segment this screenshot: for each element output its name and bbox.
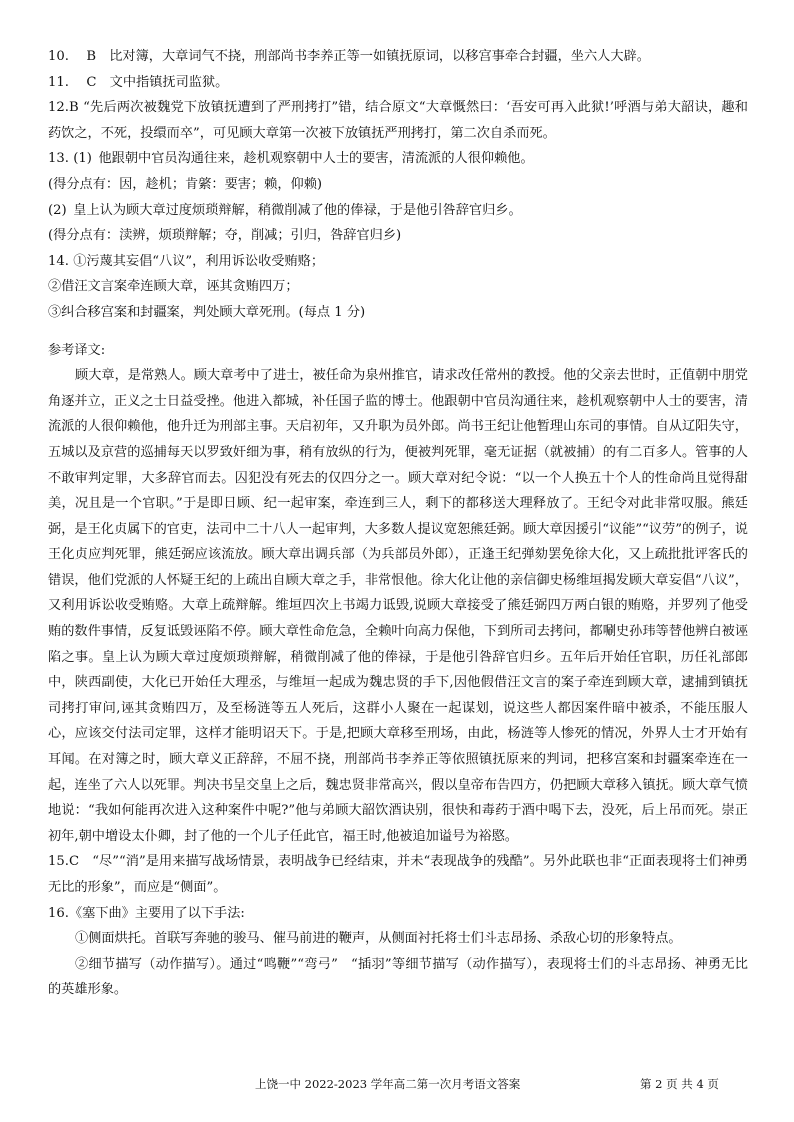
answer-content [48, 44, 748, 1003]
answer-q15: 15.C “尽”“消”是用来描写战场情景，表明战争已经结束，并未“表现战争的残酷”。另外此联也非“正面表现将士们神勇无比的形象”，而应是“侧面”。 [48, 854, 748, 895]
answer-q12: 12.B “先后两次被魏党下放镇抚遭到了严刑拷打”错，结合原文“大章慨然曰：‘吾安可再入此狱!’呼酒与弟大韶诀，趣和药饮之，不死，投缳而卒”，可见顾大章第一次被下放镇抚严刑拷打，第二次自杀而死。 [48, 100, 748, 141]
q13-label: 13. [48, 151, 69, 167]
translation-body: 顾大章，是常熟人。顾大章考中了进士，被任命为泉州推官，请求改任常州的教授。他的父亲去世时，正值朝中朋党角逐并立，正义之士日益受挫。他进入都城，补任国子监的博士。他跟朝中官员沟通往来，趁机观察朝中人士的要害，清流派的人很仰赖他，他升迁为刑部主事。天启初年，又升职为员外郎。尚书王纪让他暂理山东司的事情。自从辽阳失守，五城以及京营的巡捕每天以罗致奸细为事，稍有放纵的行为，便被判死罪，毫无证据（就被捕）的有二百多人。管事的人不敢审判定罪，大多辞官而去。囚犯没有死去的仅四分之一。顾大章对纪令说：“以一个人换五十个人的性命尚且觉得甜美，况且是一个官职。”于是即日顾、纪一起审案，牵连到三人，剩下的都移送大理释放了。王纪令对此非常叹服。熊廷弼，是王化贞属下的官吏，法司中二十八人一起审判，大多数人提议宽恕熊廷弼。顾大章因援引“议能”“议劳”的例子，说王化贞应判死罪，熊廷弼应该流放。顾大章出调兵部（为兵部员外郎），正逢王纪弹劾罢免徐大化，又上疏批批评客氏的错误，他们党派的人怀疑王纪的上疏出自顾大章之手，非常恨他。徐大化让他的亲信御史杨维垣揭发顾大章妄倡“八议”，又利用诉讼收受贿赂。大章上疏辩解。维垣四次上书竭力诋毁,说顾大章接受了熊廷弼四万两白银的贿赂，并罗列了他受贿的数件事情，反复诋毁诬陷不停。顾大章性命危急，全赖叶向高力保他，下到所司去拷问，都唰史孙玮等替他辨白被诬陷之事。皇上认为顾大章过度烦琐辩解，稍微削减了他的俸禄，于是他引咎辞官归乡。五年后开始任官职，历任礼部郎中，陕西副使，大化已开始任大理丞，与维垣一起成为魏忠贤的手下,因他假借汪文言的案子牵连到顾大章，逮捕到镇抚司拷打审问,诬其贪贿四万，及至杨涟等五人死后，这群小人聚在一起谋划，说这些人都因案件暗中被杀，不能压服人心，应该交付法司定罪，这样才能明诏天下。于是,把顾大章移至刑场，由此，杨涟等人惨死的情况，外界人士才开始有耳闻。在对簿之时，顾大章义正辞辞，不屈不挠，刑部尚书李养正等依照镇抚原来的判词，把移宫案和封疆案牵连在一起，连坐了六人以死罪。判决书呈交皇上之后，魏忠贤非常高兴，假以皇帝布告四方，仍把顾大章移入镇抚。顾大章气愤地说：“我如何能再次进入这种案件中呢?”他与弟顾大韶饮酒诀别，很快和毒药于酒中喝下去，没死，后上吊而死。崇正初年,朝中增设太仆卿，封了他的一个儿子任此官，福王时,他被追加谥号为裕愍。 [48, 368, 748, 844]
q14-label: 14. [48, 253, 69, 269]
q14-item-2: ②借汪文言案牵连顾大章，诬其贪贿四万； [48, 279, 299, 295]
answer-q13-1 [48, 146, 748, 172]
answer-q14-1 [48, 249, 748, 275]
answer-q10: 10. B 比对簿，大章词气不挠，刑部尚书李养正等一如镇抚原词，以移宫事牵合封疆，坐六人大辟。 [48, 49, 650, 64]
translation-heading: 参考译文: [48, 342, 106, 358]
q16-point-1: ①侧面烘托。首联写奔驰的骏马、催马前进的鞭声，从侧面衬托将士们斗志昂扬、杀敌心切的形象特点。 [75, 931, 682, 947]
q13-item-1: (1) 他跟朝中官员沟通往来，趁机观察朝中人士的要害，清流派的人很仰赖他。 [73, 151, 534, 167]
footer-page-number: 第 2 页 共 4 页 [640, 1077, 719, 1091]
q14-item-1: ①污蔑其妄倡“八议”，利用诉讼收受贿赂； [73, 253, 325, 269]
answer-q16: 16.《塞下曲》主要用了以下手法: [48, 905, 245, 921]
q13-item-2: (2) 皇上认为顾大章过度烦琐辩解，稍微削减了他的俸禄，于是他引咎辞官归乡。 [48, 202, 522, 218]
q14-item-3: ③纠合移宫案和封疆案，判处顾大章死刑。(每点 1 分) [48, 304, 366, 320]
q16-point-2: ②细节描写（动作描写）。通过“鸣鞭”“弯弓” “插羽”等细节描写（动作描写），表现将士们的斗志昂扬、神勇无比的英雄形象。 [48, 956, 748, 998]
answer-q11: 11. C 文中指镇抚司监狱。 [48, 74, 229, 90]
footer-title: 上饶一中 2022-2023 学年高二第一次月考语文答案 [255, 1077, 521, 1091]
q13-points-1: (得分点有：因，趁机；肯綮：要害；赖，仰赖) [48, 176, 323, 192]
q13-points-2: (得分点有：渎辨，烦琐辩解；夺，削减；引归，咎辞官归乡) [48, 228, 402, 244]
